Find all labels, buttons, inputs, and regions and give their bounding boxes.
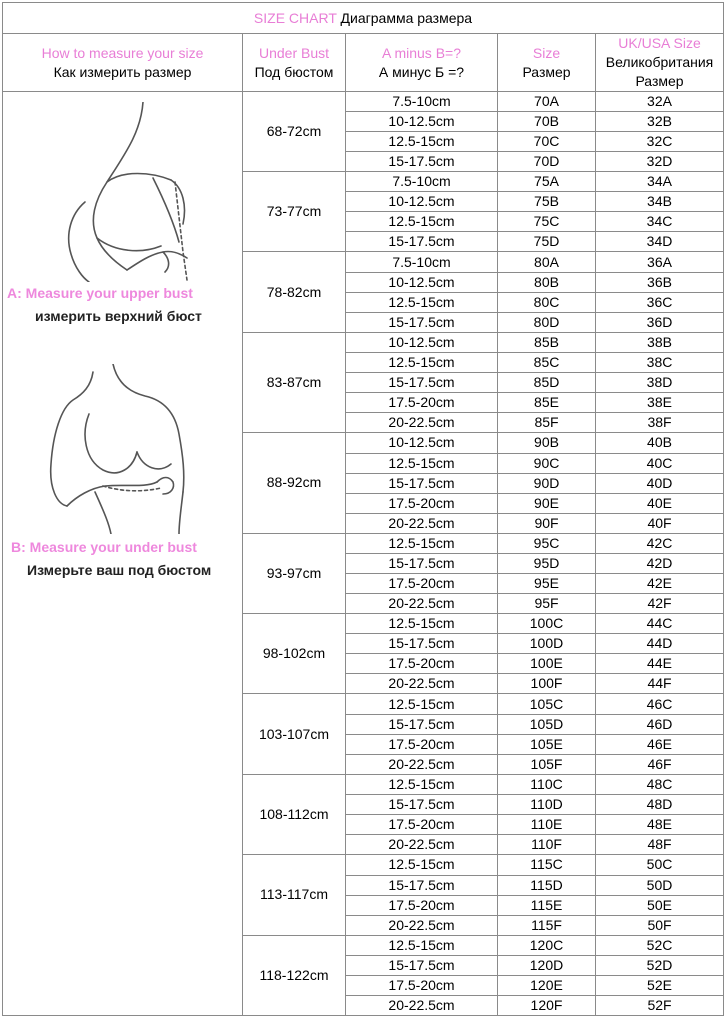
a-minus-b-cell: 7.5-10cm: [346, 172, 498, 192]
size-cell: 85F: [498, 413, 596, 433]
a-minus-b-cell: 20-22.5cm: [346, 674, 498, 694]
size-cell: 100E: [498, 654, 596, 674]
a-minus-b-cell: 15-17.5cm: [346, 875, 498, 895]
header-how-to-measure-ru: Как измерить размер: [53, 63, 192, 80]
a-minus-b-cell: 17.5-20cm: [346, 734, 498, 754]
how-to-measure-cell: [3, 92, 243, 1016]
size-cell: 105F: [498, 754, 596, 774]
header-how-to-measure: [3, 34, 243, 92]
header-a-minus-b: [346, 34, 498, 92]
caption-b-ru: Измерьте ваш под бюстом: [27, 562, 212, 578]
a-minus-b-cell: 15-17.5cm: [346, 373, 498, 393]
table-row: [3, 92, 724, 112]
a-minus-b-cell: 7.5-10cm: [346, 92, 498, 112]
size-cell: 115D: [498, 875, 596, 895]
size-cell: 75D: [498, 232, 596, 252]
header-size-ru: Размер: [522, 63, 571, 80]
uk-usa-size-cell: 32B: [596, 112, 724, 132]
a-minus-b-cell: 12.5-15cm: [346, 613, 498, 633]
uk-usa-size-cell: 38D: [596, 373, 724, 393]
uk-usa-size-cell: 32C: [596, 132, 724, 152]
under-bust-range: 73-77cm: [243, 172, 346, 252]
size-cell: 75A: [498, 172, 596, 192]
size-cell: 95E: [498, 573, 596, 593]
uk-usa-size-cell: 32D: [596, 152, 724, 172]
header-under-bust: [243, 34, 346, 92]
uk-usa-size-cell: 52C: [596, 935, 724, 955]
uk-usa-size-cell: 34B: [596, 192, 724, 212]
under-bust-range: 98-102cm: [243, 613, 346, 693]
a-minus-b-cell: 20-22.5cm: [346, 835, 498, 855]
a-minus-b-cell: 10-12.5cm: [346, 192, 498, 212]
header-a-minus-b-en: A minus B=?: [382, 44, 461, 61]
uk-usa-size-cell: 32A: [596, 92, 724, 112]
size-cell: 110D: [498, 795, 596, 815]
uk-usa-size-cell: 34C: [596, 212, 724, 232]
caption-a-text: Measure your upper bust: [25, 285, 193, 301]
header-under-bust-en: Under Bust: [258, 44, 330, 61]
measure-illustration-panel: [3, 92, 243, 1015]
caption-a-ru: измерить верхний бюст: [35, 308, 202, 324]
caption-b-letter: B:: [11, 539, 26, 555]
under-bust-range: 93-97cm: [243, 533, 346, 613]
size-cell: 90F: [498, 513, 596, 533]
uk-usa-size-cell: 34A: [596, 172, 724, 192]
size-cell: 110E: [498, 815, 596, 835]
uk-usa-size-cell: 50C: [596, 855, 724, 875]
under-bust-figure-icon: [33, 364, 223, 534]
uk-usa-size-cell: 52F: [596, 996, 724, 1016]
uk-usa-size-cell: 50D: [596, 875, 724, 895]
uk-usa-size-cell: 40C: [596, 453, 724, 473]
under-bust-range: 78-82cm: [243, 252, 346, 332]
a-minus-b-cell: 12.5-15cm: [346, 292, 498, 312]
under-bust-range: 83-87cm: [243, 332, 346, 432]
a-minus-b-cell: 17.5-20cm: [346, 895, 498, 915]
a-minus-b-cell: 15-17.5cm: [346, 473, 498, 493]
uk-usa-size-cell: 36C: [596, 292, 724, 312]
size-cell: 80B: [498, 272, 596, 292]
header-a-minus-b-ru: А минус Б =?: [378, 63, 465, 80]
size-cell: 100F: [498, 674, 596, 694]
size-cell: 90B: [498, 433, 596, 453]
size-cell: 80D: [498, 312, 596, 332]
size-cell: 100C: [498, 613, 596, 633]
uk-usa-size-cell: 48E: [596, 815, 724, 835]
uk-usa-size-cell: 42D: [596, 553, 724, 573]
uk-usa-size-cell: 46D: [596, 714, 724, 734]
size-cell: 70B: [498, 112, 596, 132]
uk-usa-size-cell: 44D: [596, 634, 724, 654]
uk-usa-size-cell: 40E: [596, 493, 724, 513]
a-minus-b-cell: 15-17.5cm: [346, 152, 498, 172]
uk-usa-size-cell: 48D: [596, 795, 724, 815]
size-cell: 80A: [498, 252, 596, 272]
uk-usa-size-cell: 50E: [596, 895, 724, 915]
chart-title: [3, 3, 724, 34]
size-cell: 110F: [498, 835, 596, 855]
size-cell: 90C: [498, 453, 596, 473]
uk-usa-size-cell: 38F: [596, 413, 724, 433]
size-cell: 90E: [498, 493, 596, 513]
uk-usa-size-cell: 36D: [596, 312, 724, 332]
a-minus-b-cell: 20-22.5cm: [346, 413, 498, 433]
size-cell: 100D: [498, 634, 596, 654]
uk-usa-size-cell: 40F: [596, 513, 724, 533]
a-minus-b-cell: 17.5-20cm: [346, 654, 498, 674]
a-minus-b-cell: 15-17.5cm: [346, 634, 498, 654]
a-minus-b-cell: 12.5-15cm: [346, 694, 498, 714]
size-cell: 120F: [498, 996, 596, 1016]
size-cell: 115F: [498, 915, 596, 935]
size-cell: 70A: [498, 92, 596, 112]
size-cell: 105D: [498, 714, 596, 734]
a-minus-b-cell: 15-17.5cm: [346, 553, 498, 573]
size-cell: 85E: [498, 393, 596, 413]
a-minus-b-cell: 12.5-15cm: [346, 935, 498, 955]
a-minus-b-cell: 12.5-15cm: [346, 453, 498, 473]
uk-usa-size-cell: 46F: [596, 754, 724, 774]
size-cell: 120D: [498, 956, 596, 976]
uk-usa-size-cell: 48F: [596, 835, 724, 855]
uk-usa-size-cell: 36A: [596, 252, 724, 272]
a-minus-b-cell: 12.5-15cm: [346, 353, 498, 373]
a-minus-b-cell: 15-17.5cm: [346, 795, 498, 815]
a-minus-b-cell: 20-22.5cm: [346, 513, 498, 533]
a-minus-b-cell: 10-12.5cm: [346, 272, 498, 292]
header-under-bust-ru: Под бюстом: [254, 63, 334, 80]
uk-usa-size-cell: 38B: [596, 332, 724, 352]
under-bust-range: 68-72cm: [243, 92, 346, 172]
size-cell: 120E: [498, 976, 596, 996]
size-cell: 110C: [498, 774, 596, 794]
size-table: [2, 2, 724, 1016]
title-en: SIZE CHART: [253, 10, 337, 26]
header-size: [498, 34, 596, 92]
a-minus-b-cell: 15-17.5cm: [346, 956, 498, 976]
upper-bust-figure-icon: [23, 102, 223, 282]
a-minus-b-cell: 15-17.5cm: [346, 312, 498, 332]
a-minus-b-cell: 12.5-15cm: [346, 212, 498, 232]
uk-usa-size-cell: 36B: [596, 272, 724, 292]
a-minus-b-cell: 12.5-15cm: [346, 132, 498, 152]
under-bust-range: 88-92cm: [243, 433, 346, 533]
under-bust-range: 103-107cm: [243, 694, 346, 774]
a-minus-b-cell: 10-12.5cm: [346, 433, 498, 453]
caption-a-letter: A:: [7, 285, 22, 301]
size-cell: 80C: [498, 292, 596, 312]
size-cell: 95D: [498, 553, 596, 573]
size-cell: 85B: [498, 332, 596, 352]
size-cell: 95F: [498, 593, 596, 613]
a-minus-b-cell: 20-22.5cm: [346, 754, 498, 774]
uk-usa-size-cell: 46E: [596, 734, 724, 754]
size-cell: 85C: [498, 353, 596, 373]
size-cell: 120C: [498, 935, 596, 955]
size-cell: 85D: [498, 373, 596, 393]
a-minus-b-cell: 17.5-20cm: [346, 573, 498, 593]
uk-usa-size-cell: 38E: [596, 393, 724, 413]
size-cell: 115E: [498, 895, 596, 915]
a-minus-b-cell: 10-12.5cm: [346, 112, 498, 132]
title-ru: Диаграмма размера: [340, 10, 473, 26]
a-minus-b-cell: 12.5-15cm: [346, 774, 498, 794]
uk-usa-size-cell: 52D: [596, 956, 724, 976]
a-minus-b-cell: 17.5-20cm: [346, 815, 498, 835]
uk-usa-size-cell: 42F: [596, 593, 724, 613]
caption-b-text: Measure your under bust: [29, 539, 197, 555]
size-cell: 75C: [498, 212, 596, 232]
a-minus-b-cell: 20-22.5cm: [346, 996, 498, 1016]
header-uk-usa-size: [596, 34, 724, 92]
uk-usa-size-cell: 44E: [596, 654, 724, 674]
a-minus-b-cell: 15-17.5cm: [346, 232, 498, 252]
uk-usa-size-cell: 42C: [596, 533, 724, 553]
caption-b-en: [11, 538, 197, 557]
a-minus-b-cell: 17.5-20cm: [346, 493, 498, 513]
a-minus-b-cell: 15-17.5cm: [346, 714, 498, 734]
size-cell: 70C: [498, 132, 596, 152]
header-uk-usa-size-en: UK/USA Size: [618, 35, 701, 51]
uk-usa-size-cell: 40B: [596, 433, 724, 453]
uk-usa-size-cell: 34D: [596, 232, 724, 252]
caption-a-en: [7, 284, 193, 303]
a-minus-b-cell: 12.5-15cm: [346, 533, 498, 553]
size-cell: 105E: [498, 734, 596, 754]
a-minus-b-cell: 17.5-20cm: [346, 393, 498, 413]
header-uk-usa-size-ru: Великобритания Размер: [605, 54, 714, 89]
size-cell: 95C: [498, 533, 596, 553]
a-minus-b-cell: 12.5-15cm: [346, 855, 498, 875]
uk-usa-size-cell: 48C: [596, 774, 724, 794]
uk-usa-size-cell: 38C: [596, 353, 724, 373]
under-bust-range: 113-117cm: [243, 855, 346, 935]
uk-usa-size-cell: 52E: [596, 976, 724, 996]
a-minus-b-cell: 10-12.5cm: [346, 332, 498, 352]
a-minus-b-cell: 20-22.5cm: [346, 915, 498, 935]
a-minus-b-cell: 17.5-20cm: [346, 976, 498, 996]
header-size-en: Size: [532, 44, 561, 61]
uk-usa-size-cell: 44F: [596, 674, 724, 694]
header-how-to-measure-en: How to measure your size: [41, 44, 204, 61]
uk-usa-size-cell: 40D: [596, 473, 724, 493]
size-cell: 90D: [498, 473, 596, 493]
uk-usa-size-cell: 50F: [596, 915, 724, 935]
size-cell: 105C: [498, 694, 596, 714]
size-cell: 75B: [498, 192, 596, 212]
size-cell: 115C: [498, 855, 596, 875]
uk-usa-size-cell: 46C: [596, 694, 724, 714]
a-minus-b-cell: 7.5-10cm: [346, 252, 498, 272]
under-bust-range: 108-112cm: [243, 774, 346, 854]
uk-usa-size-cell: 44C: [596, 613, 724, 633]
size-cell: 70D: [498, 152, 596, 172]
uk-usa-size-cell: 42E: [596, 573, 724, 593]
a-minus-b-cell: 20-22.5cm: [346, 593, 498, 613]
under-bust-range: 118-122cm: [243, 935, 346, 1015]
